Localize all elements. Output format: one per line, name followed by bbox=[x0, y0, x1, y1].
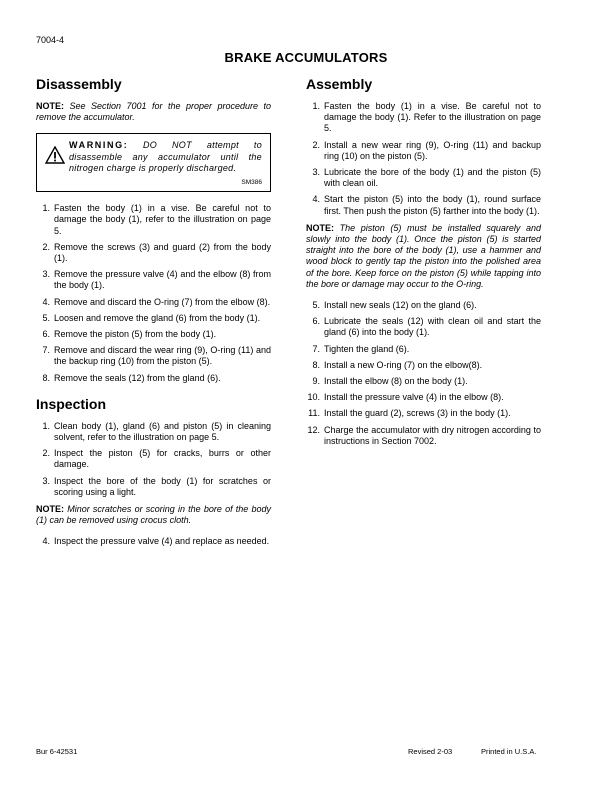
list-item-text: Loosen and remove the gland (6) from the body (1). bbox=[54, 312, 261, 323]
list-item bbox=[306, 101, 541, 135]
warning-text-block bbox=[69, 140, 262, 175]
list-item-number: 11. bbox=[308, 408, 320, 419]
footer-revised: Revised 2-03 bbox=[408, 747, 453, 756]
list-item-number: 7. bbox=[42, 345, 50, 356]
list-item bbox=[36, 203, 271, 237]
list-item bbox=[306, 140, 541, 162]
list-item-text: Clean body (1), gland (6) and piston (5) in cleaning solvent, refer to the illustration on page 5. bbox=[54, 420, 271, 442]
list-item-number: 12. bbox=[307, 424, 320, 435]
list-item-number: 5. bbox=[42, 312, 50, 323]
list-item-number: 5. bbox=[312, 300, 320, 311]
list-item-text: Install the pressure valve (4) in the elbow (8). bbox=[324, 392, 504, 403]
inspection-heading: Inspection bbox=[36, 395, 107, 412]
list-item bbox=[306, 376, 541, 387]
list-item-text: Remove and discard the O-ring (7) from the elbow (8). bbox=[54, 296, 271, 307]
list-item-text: Remove the pressure valve (4) and the elbow (8) from the body (1). bbox=[54, 269, 271, 291]
list-item-number: 2. bbox=[42, 448, 50, 459]
inspection-steps-continued bbox=[36, 536, 271, 547]
list-item-text: Inspect the pressure valve (4) and replace as needed. bbox=[54, 536, 270, 547]
list-item-text: Install a new O-ring (7) on the elbow(8). bbox=[324, 359, 483, 370]
list-item-text: Remove the piston (5) from the body (1). bbox=[54, 328, 217, 339]
list-item-text: Lubricate the seals (12) with clean oil and start the gland (6) into the body (1). bbox=[324, 316, 541, 338]
list-item bbox=[36, 345, 271, 367]
note-text: See Section 7001 for the proper procedure to remove the accumulator. bbox=[36, 101, 271, 123]
list-item-number: 2. bbox=[312, 139, 320, 150]
disassembly-note bbox=[36, 101, 271, 123]
list-item-number: 3. bbox=[42, 269, 50, 280]
list-item bbox=[36, 269, 271, 291]
list-item bbox=[306, 425, 541, 447]
note-label: NOTE: bbox=[306, 222, 334, 233]
list-item-text: Install the guard (2), screws (3) in the body (1). bbox=[324, 408, 511, 419]
list-item bbox=[306, 300, 541, 311]
list-item-number: 10. bbox=[307, 392, 320, 403]
list-item-number: 7. bbox=[312, 343, 320, 354]
list-item-number: 3. bbox=[42, 475, 50, 486]
left-column bbox=[36, 76, 271, 554]
list-item-text: Tighten the gland (6). bbox=[324, 343, 410, 354]
footer-doc-number: Bur 6-42531 bbox=[36, 747, 78, 756]
list-item-text: Remove and discard the wear ring (9), O-ring (11) and the backup ring (10) from the piston (5). bbox=[54, 345, 271, 367]
list-item bbox=[306, 167, 541, 189]
list-item-text: Charge the accumulator with dry nitrogen according to instructions in Section 7002. bbox=[324, 424, 541, 446]
assembly-note bbox=[306, 223, 541, 290]
warning-text: DO NOT attempt to disassemble any accumulator until the nitrogen charge is properly discharged. bbox=[69, 140, 262, 174]
list-item bbox=[36, 297, 271, 308]
footer-printed: Printed in U.S.A. bbox=[481, 747, 537, 756]
list-item-text: Inspect the bore of the body (1) for scratches or scoring using a light. bbox=[54, 475, 271, 497]
note-label: NOTE: bbox=[36, 503, 64, 514]
list-item-number: 3. bbox=[312, 167, 320, 178]
list-item-text: Install the elbow (8) on the body (1). bbox=[324, 376, 468, 387]
page-number: 7004-4 bbox=[36, 35, 65, 45]
list-item-text: Install a new wear ring (9), O-ring (11) and backup ring (10) on the piston (5). bbox=[324, 139, 541, 161]
list-item-text: Fasten the body (1) in a vise. Be careful not to damage the body (1). Refer to the illustration on page 5. bbox=[324, 101, 541, 134]
list-item-text: Remove the screws (3) and guard (2) from the body (1). bbox=[54, 241, 271, 263]
assembly-steps-continued bbox=[306, 300, 541, 447]
list-item bbox=[306, 316, 541, 338]
warning-label: WARNING: bbox=[69, 140, 129, 151]
list-item-number: 9. bbox=[312, 376, 320, 387]
list-item bbox=[36, 476, 271, 498]
list-item-number: 1. bbox=[312, 101, 320, 111]
list-item-number: 8. bbox=[42, 372, 50, 383]
list-item-number: 2. bbox=[42, 241, 50, 252]
list-item-number: 6. bbox=[312, 316, 320, 327]
list-item-number: 6. bbox=[42, 328, 50, 339]
list-item bbox=[36, 373, 271, 384]
list-item bbox=[306, 408, 541, 419]
list-item-number: 1. bbox=[42, 420, 50, 431]
list-item-text: Remove the seals (12) from the gland (6). bbox=[54, 372, 221, 383]
list-item-text: Fasten the body (1) in a vise. Be careful not to damage the body (1), refer to the illustration on page 5. bbox=[54, 203, 271, 236]
list-item bbox=[36, 421, 271, 443]
list-item-number: 4. bbox=[42, 536, 50, 547]
list-item bbox=[306, 360, 541, 371]
list-item-number: 4. bbox=[42, 296, 50, 307]
note-label: NOTE: bbox=[36, 101, 64, 111]
note-text: Minor scratches or scoring in the bore of the body (1) can be removed using crocus cloth. bbox=[36, 503, 271, 526]
list-item-number: 1. bbox=[42, 203, 50, 214]
list-item bbox=[36, 448, 271, 470]
inspection-steps bbox=[36, 421, 271, 498]
assembly-heading: Assembly bbox=[306, 76, 373, 92]
list-item-text: Inspect the piston (5) for cracks, burrs or other damage. bbox=[54, 448, 271, 470]
inspection-note bbox=[36, 504, 271, 526]
warning-box bbox=[36, 133, 271, 192]
list-item bbox=[36, 329, 271, 340]
warning-triangle-icon bbox=[45, 146, 69, 167]
list-item-text: Install new seals (12) on the gland (6). bbox=[324, 300, 477, 311]
list-item bbox=[306, 392, 541, 403]
list-item-text: Start the piston (5) into the body (1), round surface first. Then push the piston (5) farther into the body (1). bbox=[324, 194, 541, 216]
disassembly-steps bbox=[36, 203, 271, 384]
note-text: The piston (5) must be installed squarely and slowly into the body (1). Once the piston (5) is started straight into the bore of the body (1), use a hammer and wood block to gently tap the piston into the polished area of the bore. Keep force on the piston (5) while tapping into the bore or damage may occur to the O-ring. bbox=[306, 222, 541, 289]
list-item bbox=[36, 242, 271, 264]
list-item bbox=[36, 536, 271, 547]
right-column bbox=[306, 76, 541, 453]
list-item-number: 8. bbox=[312, 359, 320, 370]
list-item bbox=[306, 194, 541, 216]
disassembly-heading: Disassembly bbox=[36, 76, 122, 92]
list-item bbox=[36, 313, 271, 324]
list-item-text: Lubricate the bore of the body (1) and the piston (5) with clean oil. bbox=[324, 167, 541, 189]
warning-ref: SM386 bbox=[241, 178, 262, 186]
assembly-steps bbox=[306, 101, 541, 217]
list-item-number: 4. bbox=[312, 194, 320, 205]
page-title: BRAKE ACCUMULATORS bbox=[224, 50, 388, 65]
list-item bbox=[306, 344, 541, 355]
